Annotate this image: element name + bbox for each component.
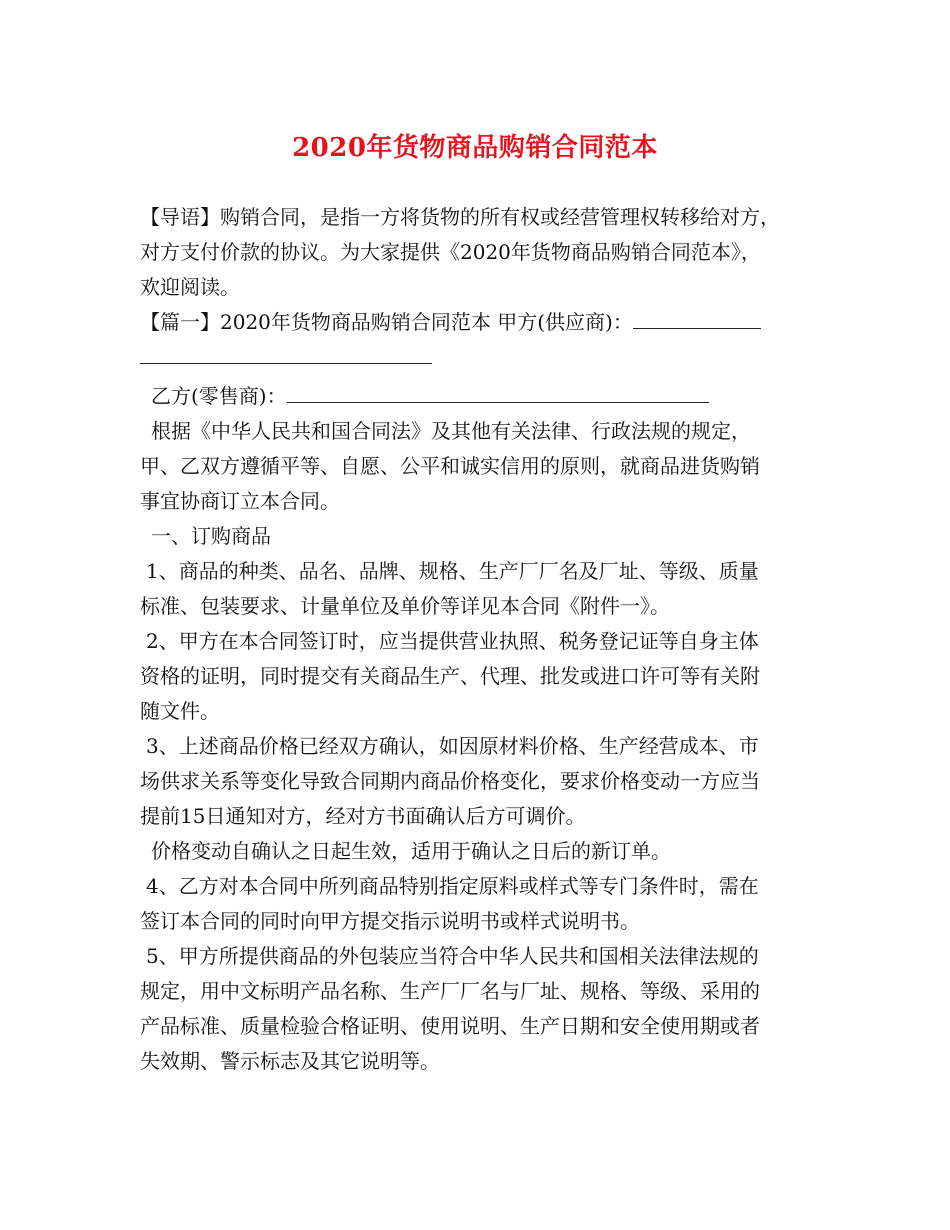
intro-line: 欢迎阅读。 bbox=[140, 275, 240, 299]
clause-line: 3、上述商品价格已经双方确认，如因原材料价格、生产经营成本、市 bbox=[146, 734, 759, 758]
party-b-label: 乙方(零售商)： bbox=[151, 384, 287, 408]
party-a-blank-continuation bbox=[140, 340, 816, 375]
clause-line: 资格的证明，同时提交有关商品生产、代理、批发或进口许可等有关附 bbox=[140, 664, 760, 688]
basis-line: 事宜协商订立本合同。 bbox=[140, 489, 340, 513]
basis-line: 甲、乙双方遵循平等、自愿、公平和诚实信用的原则，就商品进货购销 bbox=[140, 454, 760, 478]
clause-line: 5、甲方所提供商品的外包装应当符合中华人民共和国相关法律法规的 bbox=[146, 944, 759, 968]
clause-line: 场供求关系等变化导致合同期内商品价格变化，要求价格变动一方应当 bbox=[140, 769, 760, 793]
clause-line: 价格变动自确认之日起生效，适用于确认之日后的新订单。 bbox=[151, 839, 671, 863]
document-title: 2020年货物商品购销合同范本 bbox=[292, 133, 658, 163]
clause-line: 提前15日通知对方，经对方书面确认后方可调价。 bbox=[140, 804, 586, 828]
intro-line: 【导语】购销合同，是指一方将货物的所有权或经营管理权转移给对方， bbox=[140, 205, 780, 229]
clause-line: 2、甲方在本合同签订时，应当提供营业执照、税务登记证等自身主体 bbox=[146, 629, 759, 653]
clause-line: 1、商品的种类、品名、品牌、规格、生产厂厂名及厂址、等级、质量 bbox=[146, 559, 759, 583]
intro-line: 对方支付价款的协议。为大家提供《2020年货物商品购销合同范本》， bbox=[140, 240, 761, 264]
section-heading bbox=[140, 305, 816, 340]
clause-line: 产品标准、质量检验合格证明、使用说明、生产日期和安全使用期或者 bbox=[140, 1014, 760, 1038]
chapter-title: 一、订购商品 bbox=[151, 524, 271, 548]
clause-line: 失效期、警示标志及其它说明等。 bbox=[140, 1049, 440, 1073]
clause-line: 规定，用中文标明产品名称、生产厂厂名与厂址、规格、等级、采用的 bbox=[140, 979, 760, 1003]
clause-line: 随文件。 bbox=[140, 699, 220, 723]
clause-line: 标准、包装要求、计量单位及单价等详见本合同《附件一》。 bbox=[140, 594, 670, 618]
party-b-line bbox=[140, 379, 816, 414]
party-b-blank bbox=[287, 380, 709, 403]
party-a-blank bbox=[633, 306, 761, 329]
party-a-blank-line2 bbox=[140, 341, 432, 364]
document-body bbox=[140, 200, 816, 1079]
section-heading-text: 【篇一】2020年货物商品购销合同范本 甲方(供应商)： bbox=[140, 310, 633, 334]
clause-line: 签订本合同的同时向甲方提交指示说明书或样式说明书。 bbox=[140, 909, 640, 933]
basis-line: 根据《中华人民共和国合同法》及其他有关法律、行政法规的规定， bbox=[151, 419, 751, 443]
clause-line: 4、乙方对本合同中所列商品特别指定原料或样式等专门条件时，需在 bbox=[146, 874, 759, 898]
